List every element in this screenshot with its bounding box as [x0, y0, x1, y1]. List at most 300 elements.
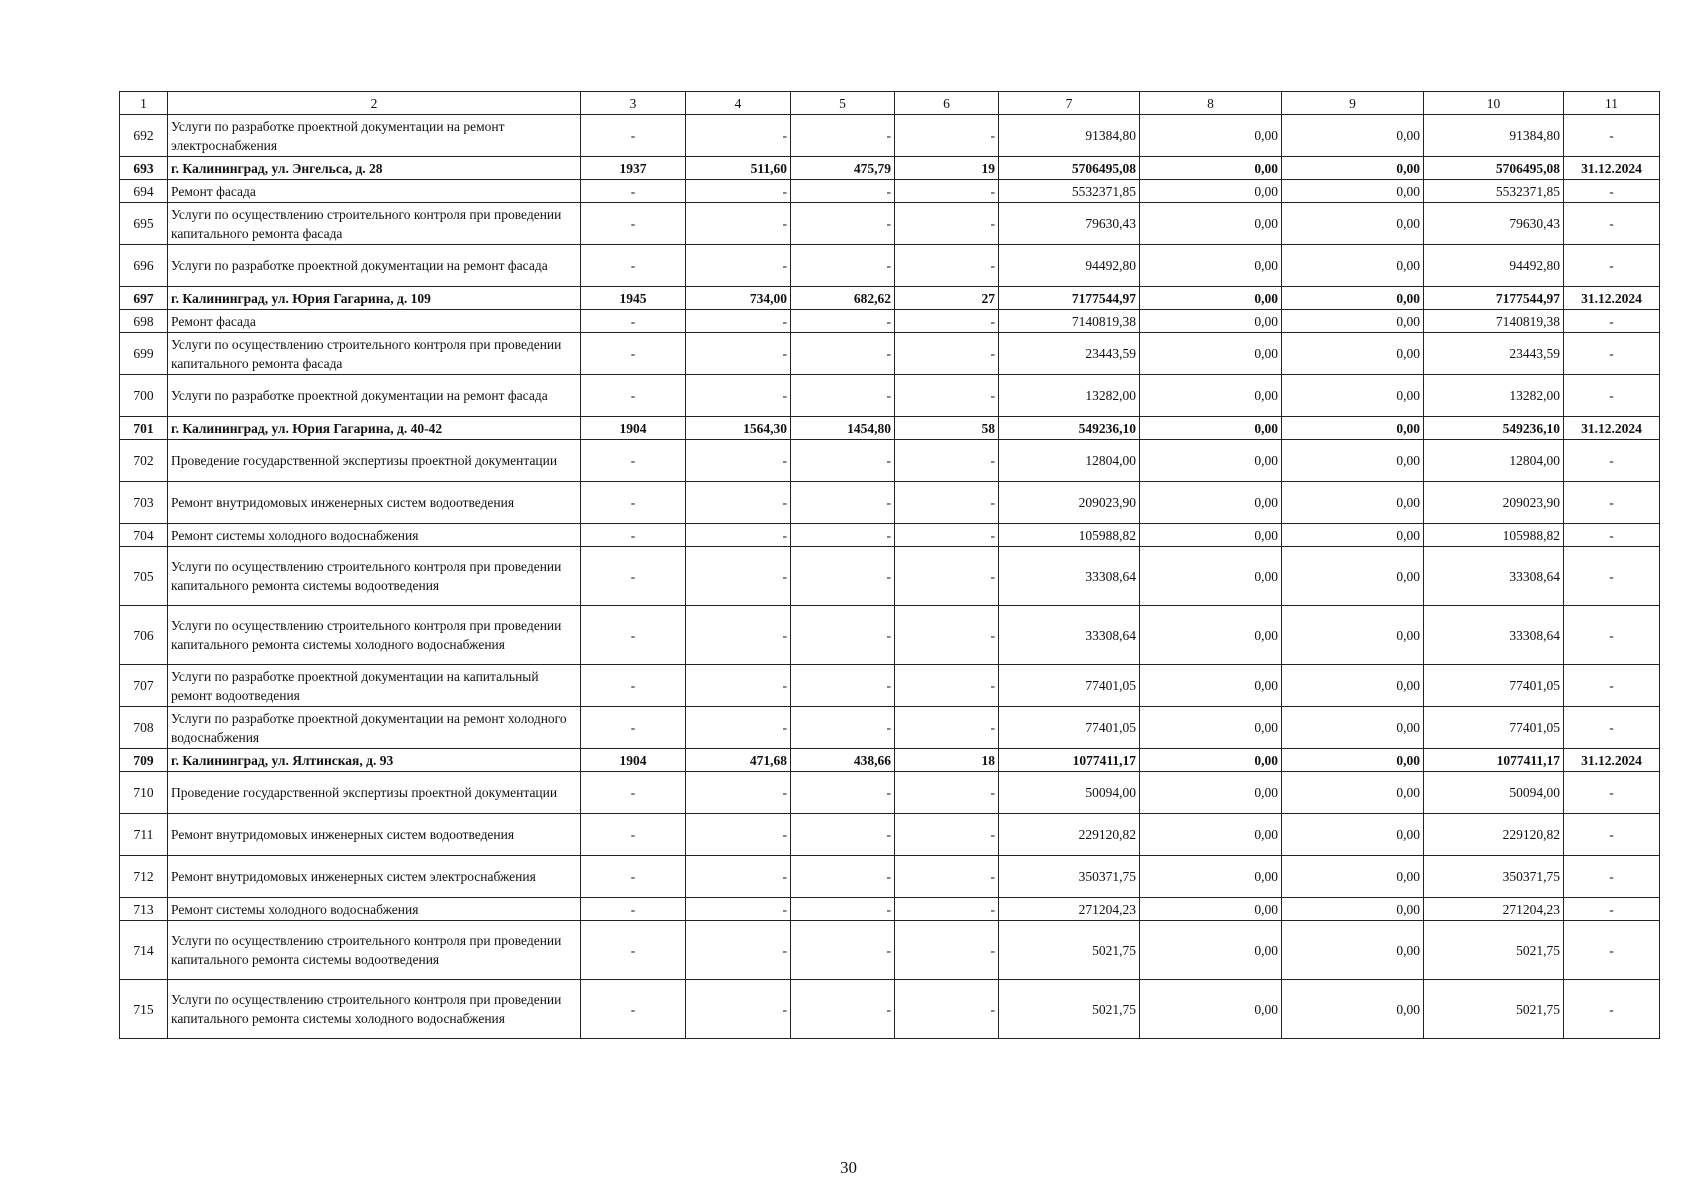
year-cell: -	[581, 707, 686, 749]
area-total-cell: -	[686, 898, 791, 921]
row-description: Ремонт системы холодного водоснабжения	[168, 524, 581, 547]
cost-col10-cell: 229120,82	[1424, 814, 1564, 856]
area-total-cell: -	[686, 245, 791, 287]
row-description: Ремонт фасада	[168, 310, 581, 333]
residents-cell: -	[895, 203, 999, 245]
cost-col8-cell: 0,00	[1140, 665, 1282, 707]
cost-total-cell: 23443,59	[999, 333, 1140, 375]
residents-cell: -	[895, 310, 999, 333]
row-number: 706	[120, 606, 168, 665]
row-description: Услуги по разработке проектной документации на ремонт фасада	[168, 375, 581, 417]
deadline-cell: -	[1564, 440, 1660, 482]
work-item-row	[120, 245, 1660, 287]
cost-col8-cell: 0,00	[1140, 547, 1282, 606]
year-cell: -	[581, 606, 686, 665]
deadline-cell: -	[1564, 921, 1660, 980]
deadline-cell: -	[1564, 245, 1660, 287]
year-cell: -	[581, 203, 686, 245]
row-description: Услуги по осуществлению строительного контроля при проведении капитального ремонта системы холодного водоснабжения	[168, 980, 581, 1039]
cost-total-cell: 13282,00	[999, 375, 1140, 417]
area-total-cell: -	[686, 980, 791, 1039]
address-row	[120, 157, 1660, 180]
work-item-row	[120, 772, 1660, 814]
cost-col10-cell: 50094,00	[1424, 772, 1564, 814]
column-header: 2	[168, 92, 581, 115]
year-cell: -	[581, 547, 686, 606]
area-total-cell: 1564,30	[686, 417, 791, 440]
row-description: Ремонт внутридомовых инженерных систем водоотведения	[168, 482, 581, 524]
cost-total-cell: 350371,75	[999, 856, 1140, 898]
year-cell: -	[581, 245, 686, 287]
cost-col8-cell: 0,00	[1140, 482, 1282, 524]
area-living-cell: -	[791, 203, 895, 245]
row-description: Услуги по разработке проектной документации на ремонт холодного водоснабжения	[168, 707, 581, 749]
area-living-cell: -	[791, 921, 895, 980]
deadline-cell: -	[1564, 547, 1660, 606]
residents-cell: -	[895, 245, 999, 287]
area-living-cell: -	[791, 375, 895, 417]
cost-col9-cell: 0,00	[1282, 898, 1424, 921]
cost-total-cell: 77401,05	[999, 707, 1140, 749]
row-number: 696	[120, 245, 168, 287]
deadline-cell: -	[1564, 898, 1660, 921]
work-item-row	[120, 440, 1660, 482]
cost-col10-cell: 79630,43	[1424, 203, 1564, 245]
deadline-cell: -	[1564, 707, 1660, 749]
row-number: 694	[120, 180, 168, 203]
work-item-row	[120, 547, 1660, 606]
row-number: 709	[120, 749, 168, 772]
row-number: 693	[120, 157, 168, 180]
year-cell: 1945	[581, 287, 686, 310]
year-cell: -	[581, 921, 686, 980]
area-total-cell: -	[686, 115, 791, 157]
year-cell: -	[581, 482, 686, 524]
area-living-cell: -	[791, 980, 895, 1039]
column-header: 1	[120, 92, 168, 115]
area-living-cell: -	[791, 898, 895, 921]
year-cell: -	[581, 440, 686, 482]
area-total-cell: -	[686, 440, 791, 482]
cost-col10-cell: 5021,75	[1424, 921, 1564, 980]
cost-total-cell: 229120,82	[999, 814, 1140, 856]
area-living-cell: 438,66	[791, 749, 895, 772]
deadline-cell: -	[1564, 180, 1660, 203]
cost-total-cell: 5021,75	[999, 921, 1140, 980]
residents-cell: -	[895, 772, 999, 814]
deadline-cell: -	[1564, 115, 1660, 157]
work-item-row	[120, 524, 1660, 547]
residents-cell: -	[895, 115, 999, 157]
deadline-cell: -	[1564, 665, 1660, 707]
cost-col10-cell: 13282,00	[1424, 375, 1564, 417]
cost-total-cell: 12804,00	[999, 440, 1140, 482]
cost-col10-cell: 549236,10	[1424, 417, 1564, 440]
cost-col9-cell: 0,00	[1282, 547, 1424, 606]
cost-total-cell: 549236,10	[999, 417, 1140, 440]
cost-total-cell: 1077411,17	[999, 749, 1140, 772]
residents-cell: -	[895, 482, 999, 524]
cost-col8-cell: 0,00	[1140, 898, 1282, 921]
cost-total-cell: 79630,43	[999, 203, 1140, 245]
cost-col10-cell: 271204,23	[1424, 898, 1564, 921]
cost-col9-cell: 0,00	[1282, 980, 1424, 1039]
work-item-row	[120, 203, 1660, 245]
year-cell: -	[581, 333, 686, 375]
area-living-cell: -	[791, 310, 895, 333]
cost-col8-cell: 0,00	[1140, 417, 1282, 440]
row-description: Ремонт системы холодного водоснабжения	[168, 898, 581, 921]
work-item-row	[120, 180, 1660, 203]
area-living-cell: 475,79	[791, 157, 895, 180]
residents-cell: -	[895, 375, 999, 417]
area-living-cell: 1454,80	[791, 417, 895, 440]
column-header: 4	[686, 92, 791, 115]
row-number: 708	[120, 707, 168, 749]
residents-cell: 27	[895, 287, 999, 310]
residents-cell: -	[895, 814, 999, 856]
row-number: 714	[120, 921, 168, 980]
row-description: г. Калининград, ул. Ялтинская, д. 93	[168, 749, 581, 772]
area-total-cell: -	[686, 814, 791, 856]
residents-cell: -	[895, 921, 999, 980]
area-total-cell: -	[686, 375, 791, 417]
row-description: Услуги по осуществлению строительного контроля при проведении капитального ремонта фасада	[168, 203, 581, 245]
residents-cell: 58	[895, 417, 999, 440]
area-total-cell: -	[686, 856, 791, 898]
deadline-cell: -	[1564, 606, 1660, 665]
work-item-row	[120, 310, 1660, 333]
cost-col8-cell: 0,00	[1140, 203, 1282, 245]
address-row	[120, 417, 1660, 440]
cost-col8-cell: 0,00	[1140, 856, 1282, 898]
cost-total-cell: 33308,64	[999, 606, 1140, 665]
row-number: 692	[120, 115, 168, 157]
cost-col8-cell: 0,00	[1140, 606, 1282, 665]
register-table	[119, 91, 1660, 1039]
cost-col10-cell: 77401,05	[1424, 665, 1564, 707]
area-living-cell: -	[791, 482, 895, 524]
residents-cell: -	[895, 707, 999, 749]
deadline-cell: -	[1564, 482, 1660, 524]
row-description: Услуги по осуществлению строительного контроля при проведении капитального ремонта фасада	[168, 333, 581, 375]
cost-col10-cell: 12804,00	[1424, 440, 1564, 482]
year-cell: 1904	[581, 749, 686, 772]
area-total-cell: -	[686, 921, 791, 980]
residents-cell: 19	[895, 157, 999, 180]
page-number: 30	[840, 1158, 857, 1177]
cost-col8-cell: 0,00	[1140, 524, 1282, 547]
column-header: 3	[581, 92, 686, 115]
cost-total-cell: 77401,05	[999, 665, 1140, 707]
year-cell: 1904	[581, 417, 686, 440]
row-description: Услуги по разработке проектной документации на ремонт электроснабжения	[168, 115, 581, 157]
area-total-cell: -	[686, 606, 791, 665]
cost-col9-cell: 0,00	[1282, 375, 1424, 417]
column-header: 11	[1564, 92, 1660, 115]
deadline-cell: -	[1564, 203, 1660, 245]
row-description: Ремонт внутридомовых инженерных систем водоотведения	[168, 814, 581, 856]
cost-total-cell: 271204,23	[999, 898, 1140, 921]
cost-total-cell: 5532371,85	[999, 180, 1140, 203]
cost-col8-cell: 0,00	[1140, 440, 1282, 482]
cost-col8-cell: 0,00	[1140, 707, 1282, 749]
residents-cell: -	[895, 333, 999, 375]
cost-col8-cell: 0,00	[1140, 157, 1282, 180]
row-number: 701	[120, 417, 168, 440]
deadline-cell: -	[1564, 333, 1660, 375]
cost-col9-cell: 0,00	[1282, 921, 1424, 980]
year-cell: -	[581, 115, 686, 157]
row-number: 710	[120, 772, 168, 814]
address-row	[120, 287, 1660, 310]
residents-cell: -	[895, 524, 999, 547]
column-header: 6	[895, 92, 999, 115]
row-description: г. Калининград, ул. Энгельса, д. 28	[168, 157, 581, 180]
area-living-cell: 682,62	[791, 287, 895, 310]
cost-col10-cell: 33308,64	[1424, 547, 1564, 606]
cost-col8-cell: 0,00	[1140, 180, 1282, 203]
cost-col8-cell: 0,00	[1140, 814, 1282, 856]
area-total-cell: 471,68	[686, 749, 791, 772]
cost-col8-cell: 0,00	[1140, 749, 1282, 772]
area-living-cell: -	[791, 180, 895, 203]
work-item-row	[120, 665, 1660, 707]
residents-cell: -	[895, 440, 999, 482]
deadline-cell: 31.12.2024	[1564, 417, 1660, 440]
cost-col8-cell: 0,00	[1140, 310, 1282, 333]
column-header: 7	[999, 92, 1140, 115]
row-number: 699	[120, 333, 168, 375]
row-description: Ремонт внутридомовых инженерных систем электроснабжения	[168, 856, 581, 898]
cost-col10-cell: 77401,05	[1424, 707, 1564, 749]
row-number: 712	[120, 856, 168, 898]
cost-total-cell: 33308,64	[999, 547, 1140, 606]
deadline-cell: -	[1564, 524, 1660, 547]
cost-col9-cell: 0,00	[1282, 115, 1424, 157]
cost-col9-cell: 0,00	[1282, 417, 1424, 440]
cost-total-cell: 7140819,38	[999, 310, 1140, 333]
area-total-cell: -	[686, 333, 791, 375]
residents-cell: -	[895, 665, 999, 707]
cost-col9-cell: 0,00	[1282, 287, 1424, 310]
area-living-cell: -	[791, 665, 895, 707]
year-cell: -	[581, 856, 686, 898]
cost-col10-cell: 209023,90	[1424, 482, 1564, 524]
row-description: Проведение государственной экспертизы проектной документации	[168, 440, 581, 482]
address-row	[120, 749, 1660, 772]
cost-total-cell: 50094,00	[999, 772, 1140, 814]
work-item-row	[120, 606, 1660, 665]
row-number: 713	[120, 898, 168, 921]
residents-cell: -	[895, 606, 999, 665]
cost-col9-cell: 0,00	[1282, 814, 1424, 856]
work-item-row	[120, 333, 1660, 375]
cost-col8-cell: 0,00	[1140, 921, 1282, 980]
deadline-cell: -	[1564, 980, 1660, 1039]
area-living-cell: -	[791, 856, 895, 898]
area-total-cell: 734,00	[686, 287, 791, 310]
cost-col10-cell: 5706495,08	[1424, 157, 1564, 180]
row-description: г. Калининград, ул. Юрия Гагарина, д. 40-42	[168, 417, 581, 440]
row-number: 703	[120, 482, 168, 524]
column-header: 9	[1282, 92, 1424, 115]
work-item-row	[120, 980, 1660, 1039]
area-living-cell: -	[791, 606, 895, 665]
year-cell: -	[581, 665, 686, 707]
residents-cell: -	[895, 898, 999, 921]
cost-col8-cell: 0,00	[1140, 287, 1282, 310]
cost-col8-cell: 0,00	[1140, 245, 1282, 287]
deadline-cell: 31.12.2024	[1564, 287, 1660, 310]
deadline-cell: -	[1564, 375, 1660, 417]
cost-col8-cell: 0,00	[1140, 115, 1282, 157]
residents-cell: -	[895, 180, 999, 203]
cost-col10-cell: 105988,82	[1424, 524, 1564, 547]
cost-col10-cell: 1077411,17	[1424, 749, 1564, 772]
cost-col10-cell: 7140819,38	[1424, 310, 1564, 333]
year-cell: -	[581, 772, 686, 814]
cost-total-cell: 91384,80	[999, 115, 1140, 157]
cost-col10-cell: 5021,75	[1424, 980, 1564, 1039]
row-description: Услуги по осуществлению строительного контроля при проведении капитального ремонта системы холодного водоснабжения	[168, 606, 581, 665]
deadline-cell: 31.12.2024	[1564, 749, 1660, 772]
year-cell: -	[581, 180, 686, 203]
area-living-cell: -	[791, 524, 895, 547]
area-total-cell: -	[686, 524, 791, 547]
row-description: Услуги по разработке проектной документации на ремонт фасада	[168, 245, 581, 287]
row-description: Ремонт фасада	[168, 180, 581, 203]
cost-col9-cell: 0,00	[1282, 524, 1424, 547]
work-item-row	[120, 814, 1660, 856]
cost-col9-cell: 0,00	[1282, 310, 1424, 333]
cost-col9-cell: 0,00	[1282, 665, 1424, 707]
area-total-cell: -	[686, 310, 791, 333]
deadline-cell: -	[1564, 814, 1660, 856]
cost-col9-cell: 0,00	[1282, 157, 1424, 180]
work-item-row	[120, 115, 1660, 157]
work-item-row	[120, 707, 1660, 749]
cost-col9-cell: 0,00	[1282, 180, 1424, 203]
cost-col8-cell: 0,00	[1140, 333, 1282, 375]
area-living-cell: -	[791, 440, 895, 482]
year-cell: -	[581, 524, 686, 547]
area-living-cell: -	[791, 814, 895, 856]
work-item-row	[120, 898, 1660, 921]
area-total-cell: -	[686, 772, 791, 814]
cost-col9-cell: 0,00	[1282, 482, 1424, 524]
cost-col9-cell: 0,00	[1282, 333, 1424, 375]
cost-col10-cell: 33308,64	[1424, 606, 1564, 665]
deadline-cell: 31.12.2024	[1564, 157, 1660, 180]
cost-total-cell: 209023,90	[999, 482, 1140, 524]
year-cell: -	[581, 310, 686, 333]
cost-col9-cell: 0,00	[1282, 245, 1424, 287]
cost-col10-cell: 23443,59	[1424, 333, 1564, 375]
cost-col8-cell: 0,00	[1140, 375, 1282, 417]
area-total-cell: -	[686, 203, 791, 245]
cost-total-cell: 5706495,08	[999, 157, 1140, 180]
area-total-cell: 511,60	[686, 157, 791, 180]
row-number: 702	[120, 440, 168, 482]
row-number: 695	[120, 203, 168, 245]
residents-cell: -	[895, 547, 999, 606]
row-description: Услуги по осуществлению строительного контроля при проведении капитального ремонта системы водоотведения	[168, 547, 581, 606]
cost-col9-cell: 0,00	[1282, 707, 1424, 749]
cost-total-cell: 94492,80	[999, 245, 1140, 287]
area-total-cell: -	[686, 482, 791, 524]
area-living-cell: -	[791, 245, 895, 287]
row-description: Услуги по осуществлению строительного контроля при проведении капитального ремонта системы водоотведения	[168, 921, 581, 980]
deadline-cell: -	[1564, 310, 1660, 333]
work-item-row	[120, 856, 1660, 898]
row-number: 697	[120, 287, 168, 310]
row-description: Услуги по разработке проектной документации на капитальный ремонт водоотведения	[168, 665, 581, 707]
row-number: 707	[120, 665, 168, 707]
cost-col10-cell: 94492,80	[1424, 245, 1564, 287]
cost-col10-cell: 5532371,85	[1424, 180, 1564, 203]
row-number: 704	[120, 524, 168, 547]
area-living-cell: -	[791, 547, 895, 606]
residents-cell: -	[895, 856, 999, 898]
work-item-row	[120, 375, 1660, 417]
row-description: Проведение государственной экспертизы проектной документации	[168, 772, 581, 814]
year-cell: -	[581, 375, 686, 417]
row-number: 711	[120, 814, 168, 856]
area-living-cell: -	[791, 333, 895, 375]
deadline-cell: -	[1564, 856, 1660, 898]
area-total-cell: -	[686, 707, 791, 749]
work-item-row	[120, 482, 1660, 524]
area-living-cell: -	[791, 772, 895, 814]
cost-total-cell: 105988,82	[999, 524, 1140, 547]
area-living-cell: -	[791, 707, 895, 749]
cost-col8-cell: 0,00	[1140, 980, 1282, 1039]
cost-col9-cell: 0,00	[1282, 749, 1424, 772]
area-total-cell: -	[686, 665, 791, 707]
residents-cell: 18	[895, 749, 999, 772]
row-number: 715	[120, 980, 168, 1039]
deadline-cell: -	[1564, 772, 1660, 814]
column-header: 5	[791, 92, 895, 115]
row-number: 698	[120, 310, 168, 333]
column-header: 10	[1424, 92, 1564, 115]
residents-cell: -	[895, 980, 999, 1039]
cost-col9-cell: 0,00	[1282, 203, 1424, 245]
area-total-cell: -	[686, 180, 791, 203]
cost-col10-cell: 91384,80	[1424, 115, 1564, 157]
row-description: г. Калининград, ул. Юрия Гагарина, д. 109	[168, 287, 581, 310]
cost-col9-cell: 0,00	[1282, 772, 1424, 814]
work-item-row	[120, 921, 1660, 980]
row-number: 700	[120, 375, 168, 417]
cost-total-cell: 7177544,97	[999, 287, 1140, 310]
row-number: 705	[120, 547, 168, 606]
column-number-row	[120, 92, 1660, 115]
cost-total-cell: 5021,75	[999, 980, 1140, 1039]
cost-col9-cell: 0,00	[1282, 606, 1424, 665]
column-header: 8	[1140, 92, 1282, 115]
cost-col9-cell: 0,00	[1282, 856, 1424, 898]
year-cell: 1937	[581, 157, 686, 180]
cost-col10-cell: 350371,75	[1424, 856, 1564, 898]
cost-col9-cell: 0,00	[1282, 440, 1424, 482]
area-living-cell: -	[791, 115, 895, 157]
year-cell: -	[581, 814, 686, 856]
cost-col8-cell: 0,00	[1140, 772, 1282, 814]
area-total-cell: -	[686, 547, 791, 606]
year-cell: -	[581, 898, 686, 921]
